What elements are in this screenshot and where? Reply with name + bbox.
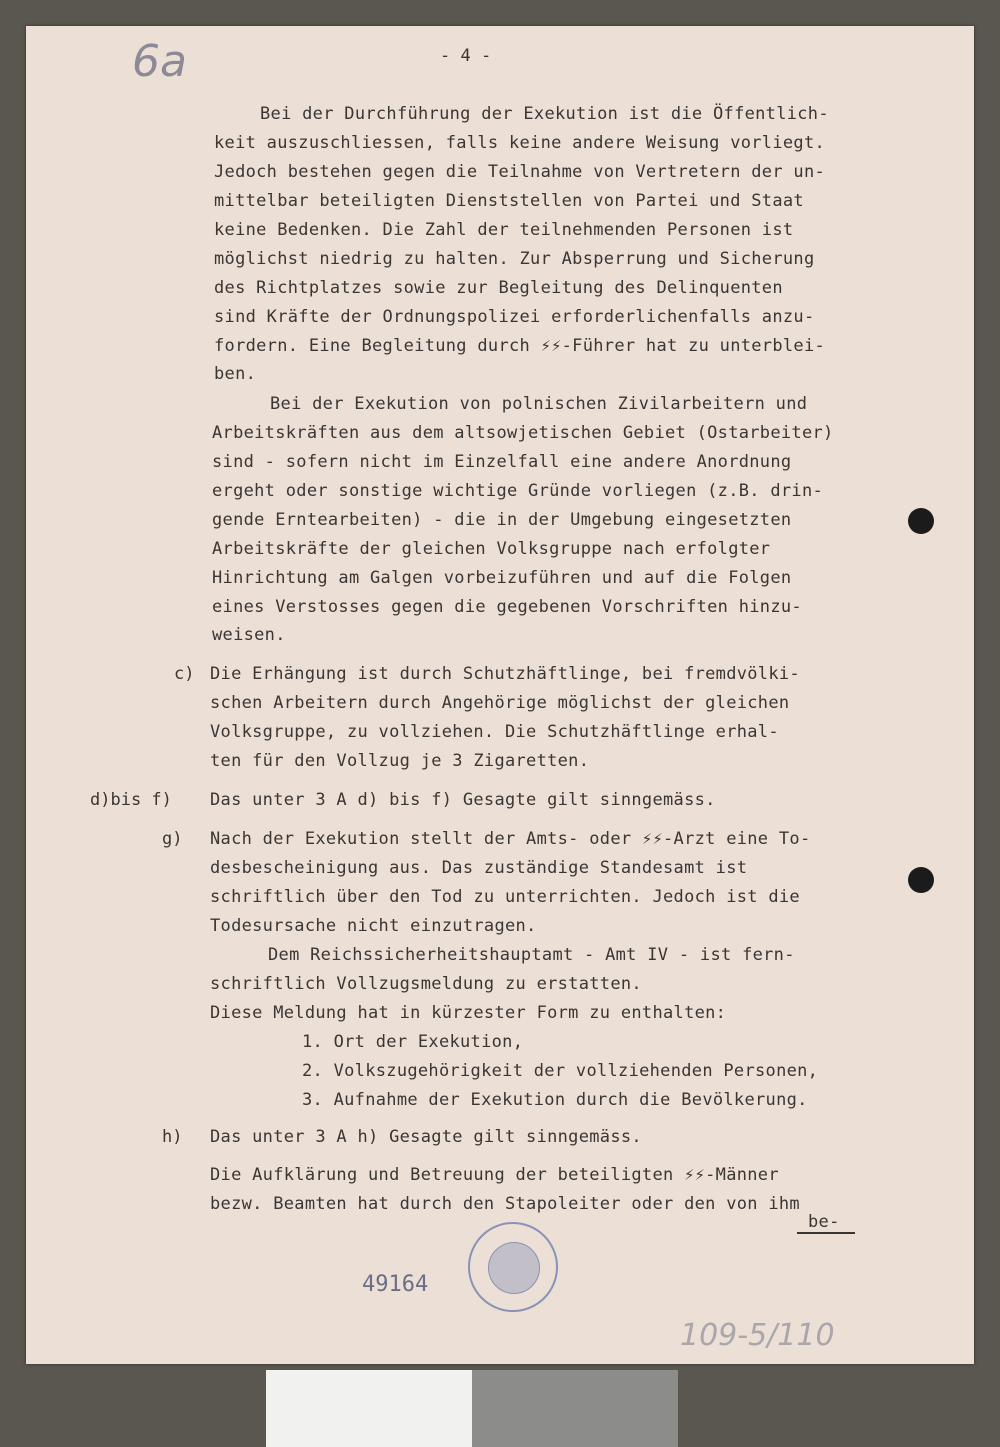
text-line: Arbeitskräfte der gleichen Volksgruppe nach erfolgter (212, 539, 771, 559)
text-line: schriftlich über den Tod zu unterrichten. Jedoch ist die (210, 887, 800, 907)
text-line: 2. Volkszugehörigkeit der vollziehenden Personen, (302, 1061, 819, 1081)
punch-hole (908, 867, 934, 893)
section-label-c: c) (174, 664, 195, 684)
text-line: schen Arbeitern durch Angehörige möglichst der gleichen (210, 693, 790, 713)
text-line: ergeht oder sonstige wichtige Gründe vorliegen (z.B. drin- (212, 481, 824, 501)
punch-hole (908, 508, 934, 534)
text-line: ten für den Vollzug je 3 Zigaretten. (210, 751, 590, 771)
calibration-white-patch (266, 1370, 472, 1447)
text-line: Diese Meldung hat in kürzester Form zu enthalten: (210, 1003, 727, 1023)
page-number: - 4 - (440, 46, 492, 66)
text-line: schriftlich Vollzugsmeldung zu erstatten. (210, 974, 642, 994)
text-line: Bei der Exekution von polnischen Zivilarbeitern und (270, 394, 808, 414)
text-line: weisen. (212, 625, 286, 645)
text-line: ben. (214, 364, 257, 384)
text-line: bezw. Beamten hat durch den Stapoleiter oder den von ihm (210, 1194, 800, 1214)
text-line: mittelbar beteiligten Dienststellen von Partei und Staat (214, 191, 804, 211)
text-line: Volksgruppe, zu vollziehen. Die Schutzhäftlinge erhal- (210, 722, 779, 742)
text-line: desbescheinigung aus. Das zuständige Standesamt ist (210, 858, 748, 878)
text-line: Jedoch bestehen gegen die Teilnahme von Vertretern der un- (214, 162, 826, 182)
text-line: eines Verstosses gegen die gegebenen Vorschriften hinzu- (212, 597, 802, 617)
handwritten-reference: 109-5/110 (680, 1318, 835, 1353)
calibration-gray-patch (472, 1370, 678, 1447)
text-line: sind Kräfte der Ordnungspolizei erforderlichenfalls anzu- (214, 307, 815, 327)
handwritten-folio: 6a (132, 36, 187, 87)
catchword: be- (808, 1212, 840, 1232)
text-line: Todesursache nicht einzutragen. (210, 916, 537, 936)
catchword-underline (797, 1232, 855, 1234)
text-line: Die Aufklärung und Betreuung der beteiligten ⚡⚡-Männer (210, 1165, 779, 1185)
text-line: sind - sofern nicht im Einzelfall eine andere Anordnung (212, 452, 792, 472)
archive-number: 49164 (362, 1272, 429, 1297)
section-label-h: h) (162, 1127, 183, 1147)
text-line: möglichst niedrig zu halten. Zur Absperrung und Sicherung (214, 249, 815, 269)
text-line: gende Erntearbeiten) - die in der Umgebung eingesetzten (212, 510, 792, 530)
text-line: fordern. Eine Begleitung durch ⚡⚡-Führer hat zu unterblei- (214, 336, 826, 356)
text-line: 1. Ort der Exekution, (302, 1032, 524, 1052)
text-line: 3. Aufnahme der Exekution durch die Bevölkerung. (302, 1090, 808, 1110)
section-label-d-f: d)bis f) (90, 790, 172, 810)
text-line: Hinrichtung am Galgen vorbeizuführen und auf die Folgen (212, 568, 792, 588)
text-line: Dem Reichssicherheitshauptamt - Amt IV - ist fern- (268, 945, 795, 965)
text-line: keine Bedenken. Die Zahl der teilnehmenden Personen ist (214, 220, 794, 240)
section-label-g: g) (162, 829, 183, 849)
archive-stamp-icon (468, 1222, 558, 1312)
text-line: Arbeitskräften aus dem altsowjetischen Gebiet (Ostarbeiter) (212, 423, 834, 443)
text-line: Nach der Exekution stellt der Amts- oder ⚡⚡-Arzt eine To- (210, 829, 811, 849)
text-line: keit auszuschliessen, falls keine andere Weisung vorliegt. (214, 133, 826, 153)
text-line: Bei der Durchführung der Exekution ist die Öffentlich- (260, 104, 829, 124)
text-line: Die Erhängung ist durch Schutzhäftlinge, bei fremdvölki- (210, 664, 800, 684)
text-line: des Richtplatzes sowie zur Begleitung des Delinquenten (214, 278, 783, 298)
text-line: Das unter 3 A d) bis f) Gesagte gilt sinngemäss. (210, 790, 716, 810)
text-line: Das unter 3 A h) Gesagte gilt sinngemäss. (210, 1127, 642, 1147)
